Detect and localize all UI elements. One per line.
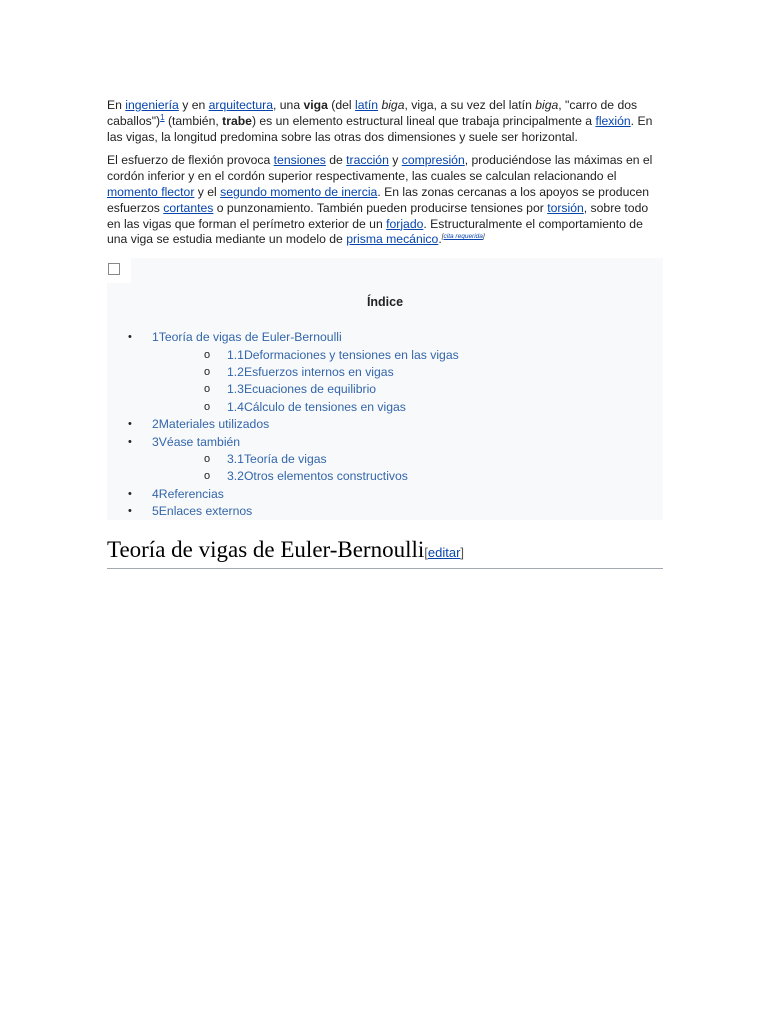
text: de [325, 153, 347, 168]
toc-number: 3.1 [227, 451, 244, 466]
bracket: ] [460, 545, 465, 561]
section-heading [107, 537, 663, 569]
bold-term-trabe: trabe [222, 113, 252, 128]
toc-item[interactable] [107, 364, 663, 381]
toc-text[interactable]: Deformaciones y tensiones en las vigas [243, 347, 459, 362]
citation-needed [442, 233, 485, 240]
text: El esfuerzo de flexión provoca [107, 153, 274, 168]
text: , viga, a su vez del latín [404, 98, 536, 112]
toc-toggle-checkbox[interactable] [108, 263, 120, 275]
article-content [107, 98, 663, 569]
link-arquitectura[interactable]: arquitectura [208, 98, 273, 112]
toc-number: 1.3 [227, 382, 244, 397]
bracket: ] [482, 233, 485, 241]
bracket: [ [441, 233, 444, 241]
toc-item[interactable] [107, 381, 663, 398]
link-ingenieria[interactable]: ingeniería [125, 98, 179, 112]
text: (también, [164, 113, 223, 128]
edit-section-link[interactable]: editar [427, 545, 461, 561]
toc-text[interactable]: Ecuaciones de equilibrio [243, 382, 377, 397]
toc-number: 4 [152, 486, 159, 501]
toc-text[interactable]: Otros elementos constructivos [243, 469, 408, 484]
toc-number: 2 [152, 417, 159, 432]
link-torsion[interactable]: torsión [547, 200, 584, 215]
text: , una [273, 98, 304, 112]
toc-number: 1.4 [227, 399, 244, 414]
citation-needed-link[interactable]: cita requerida [443, 233, 483, 241]
toc-number: 1 [152, 330, 159, 345]
toc-list [107, 329, 663, 520]
link-forjado[interactable]: forjado [386, 216, 424, 231]
link-flexion[interactable]: flexión [595, 113, 631, 128]
toc-item[interactable] [107, 451, 663, 468]
text: y el [194, 184, 221, 199]
text: En [107, 98, 126, 112]
text: . Estructuralmente el comportamiento de una viga se estudia mediante un modelo de [107, 216, 643, 247]
bold-term-viga: viga [303, 98, 328, 112]
toc-number: 1.1 [227, 347, 244, 362]
toc-number: 3.2 [227, 469, 244, 484]
toc-title: Índice [366, 295, 404, 310]
intro-paragraph [107, 98, 663, 145]
table-of-contents [107, 258, 663, 520]
link-compresion[interactable]: compresión [401, 153, 465, 168]
toc-text[interactable]: Teoría de vigas de Euler-Bernoulli [158, 330, 342, 345]
link-segundo-momento-de-inercia[interactable]: segundo momento de inercia [220, 184, 378, 199]
reference-1-link[interactable]: 1 [160, 112, 165, 122]
link-momento-flector[interactable]: momento flector [107, 184, 195, 199]
link-cortantes[interactable]: cortantes [163, 200, 214, 215]
toc-text[interactable]: Enlaces externos [158, 504, 253, 519]
toc-number: 3 [152, 434, 159, 449]
toc-item[interactable] [107, 434, 663, 451]
toc-text[interactable]: Cálculo de tensiones en vigas [243, 399, 406, 414]
toc-text[interactable]: Teoría de vigas [243, 451, 327, 466]
italic-term: biga [381, 98, 405, 112]
toc-item[interactable] [107, 329, 663, 346]
toc-item[interactable] [107, 399, 663, 416]
text: . [438, 232, 442, 247]
text: (del [327, 98, 355, 112]
toc-text[interactable]: Materiales utilizados [158, 417, 270, 432]
toc-item[interactable] [107, 347, 663, 364]
toc-number: 5 [152, 504, 159, 519]
toc-text[interactable]: Véase también [158, 434, 241, 449]
text: , "carro de dos caballos") [107, 98, 638, 128]
italic-term: biga [535, 98, 559, 112]
toc-text[interactable]: Esfuerzos internos en vigas [243, 364, 394, 379]
second-paragraph [107, 153, 663, 248]
text: ) es un elemento estructural lineal que trabaja principalmente a [251, 113, 596, 128]
toc-item[interactable] [107, 416, 663, 433]
text: . En las zonas cercanas a los apoyos se producen esfuerzos [107, 184, 649, 215]
link-tensiones[interactable]: tensiones [273, 153, 326, 168]
toc-item[interactable] [107, 468, 663, 485]
link-traccion[interactable]: tracción [346, 153, 389, 168]
toc-item[interactable] [107, 503, 663, 520]
toc-text[interactable]: Referencias [158, 486, 224, 501]
text: y [388, 153, 402, 168]
text: . En las vigas, la longitud predomina sobre las otras dos dimensiones y suele ser horizontal. [107, 113, 653, 144]
text: y en [178, 98, 209, 112]
bracket: [ [424, 545, 428, 561]
section-heading-text: Teoría de vigas de Euler-Bernoulli [107, 537, 425, 563]
toc-item[interactable] [107, 486, 663, 503]
link-prisma-mecanico[interactable]: prisma mecánico [346, 232, 439, 247]
text: , produciéndose las máximas en el cordón inferior y en el cordón superior respectivamente, las cuales se calculan relacionando el [107, 153, 653, 184]
text: , sobre todo en las vigas que forman el perímetro exterior de un [107, 200, 649, 231]
edit-section [424, 545, 464, 560]
link-latin[interactable]: latín [355, 98, 379, 112]
text: o punzonamiento. También pueden producirse tensiones por [213, 200, 548, 215]
toc-number: 1.2 [227, 364, 244, 379]
